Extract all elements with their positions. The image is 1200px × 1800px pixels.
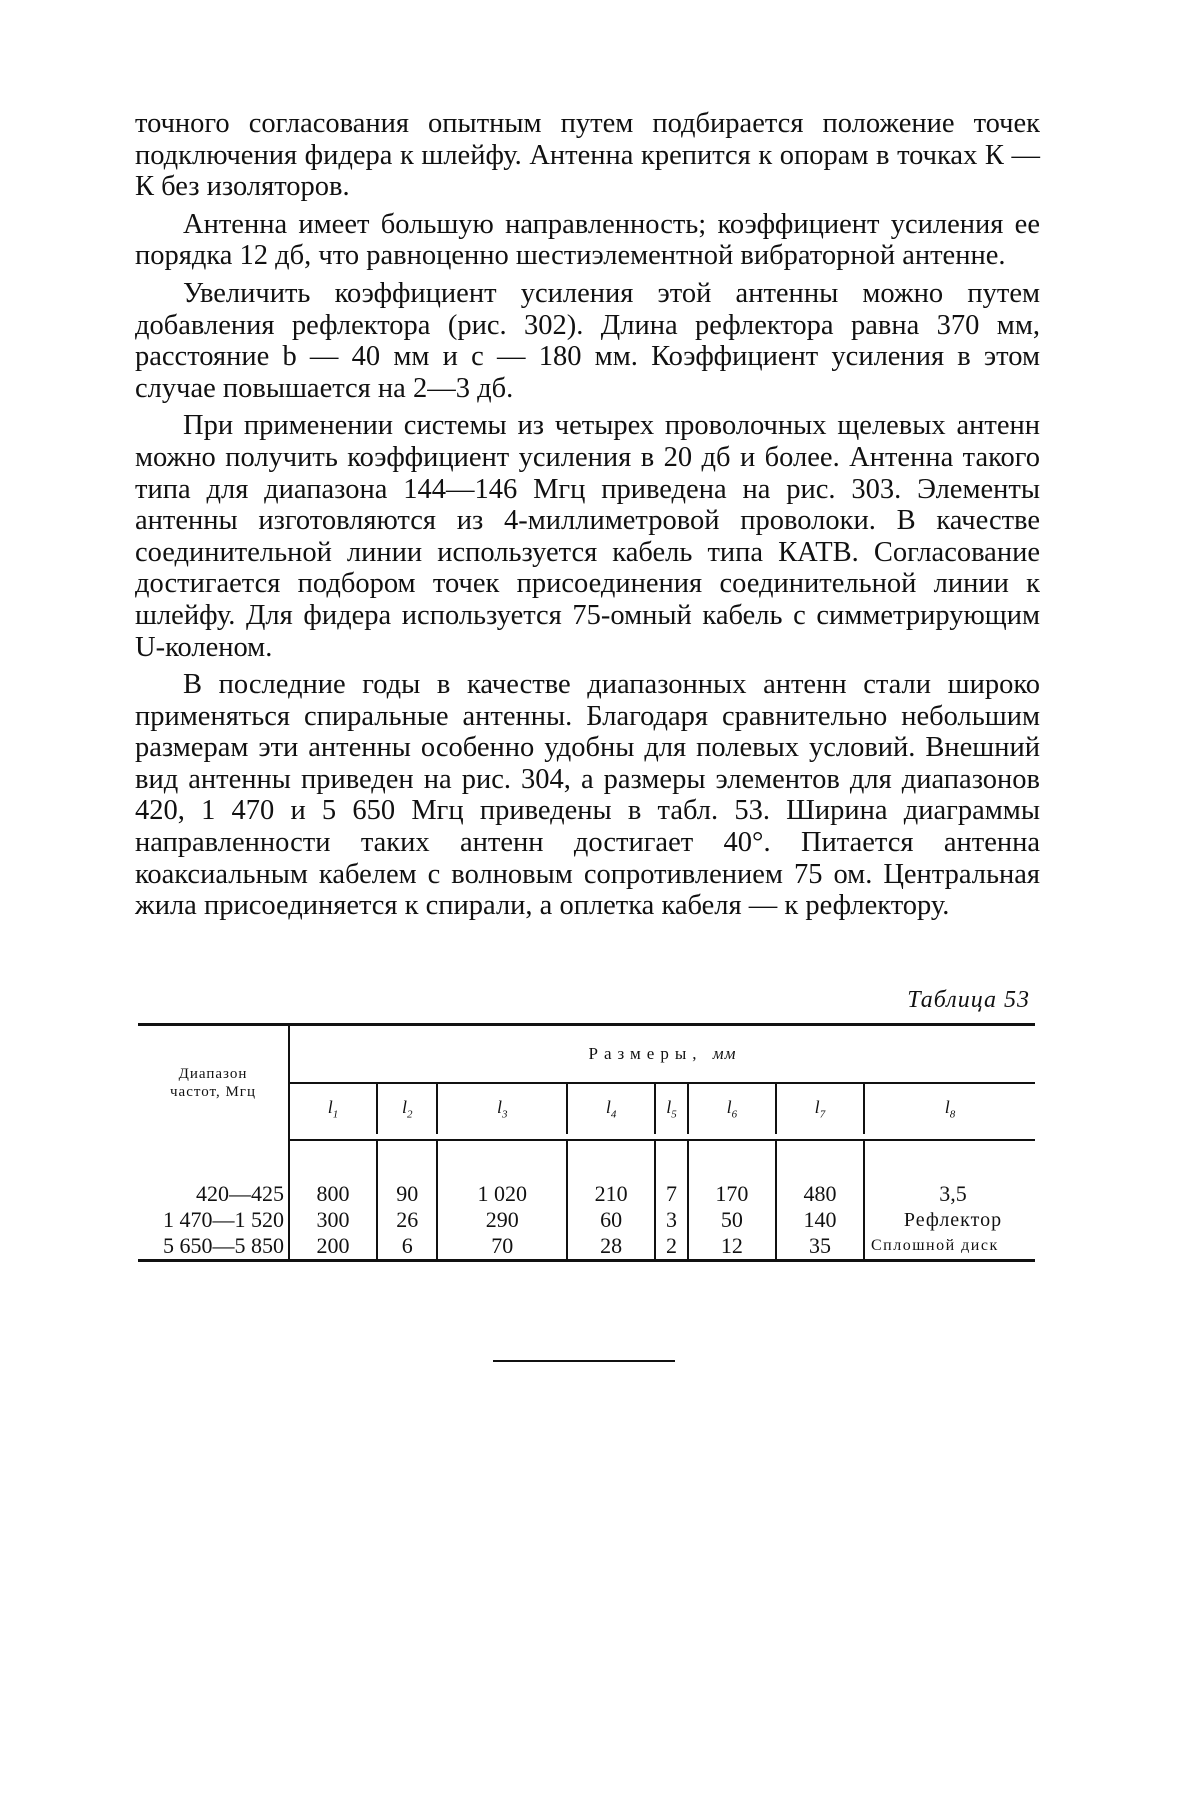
value-cell: 12 xyxy=(688,1233,776,1259)
value-cell: 170 xyxy=(688,1181,776,1207)
range-header-line2: частот, Мгц xyxy=(170,1084,256,1100)
value-cell: 35 xyxy=(776,1233,864,1259)
value-cell: 50 xyxy=(688,1207,776,1233)
value-cell: 210 xyxy=(567,1181,655,1207)
range-cell: 5 650—5 850 xyxy=(138,1233,289,1259)
sizes-unit: мм xyxy=(712,1044,737,1063)
value-cell: 2 xyxy=(655,1233,688,1259)
value-cell: 7 xyxy=(655,1181,688,1207)
value-cell: 6 xyxy=(377,1233,437,1259)
value-cell: Рефлектор xyxy=(864,1207,1035,1233)
value-cell: Сплошной диск xyxy=(864,1233,1035,1259)
value-cell: 28 xyxy=(567,1233,655,1259)
value-cell: 3 xyxy=(655,1207,688,1233)
value-cell: 200 xyxy=(316,1233,350,1258)
column-header-l7: $l_7$ xyxy=(776,1083,864,1134)
column-header-l8: $l_8$ xyxy=(864,1083,1035,1134)
dimensions-table xyxy=(138,1023,1035,1262)
value-cell: 290 xyxy=(437,1207,567,1233)
range-cell: 420—425 xyxy=(138,1181,289,1207)
value-cell: 60 xyxy=(567,1207,655,1233)
paragraph: В последние годы в качестве диапазонных антенн стали широко применяться спиральные антенны. Благодаря сравнительно небольшим размерам эти антенны особенно удобны для полевых условий. Внешний вид антенны приведен на рис. 304, а размеры элементов для диапазонов 420, 1 470 и 5 650 Мгц приведены в табл. 53. Ширина диаграммы направленности таких антенн достигает 40°. Питается антенна коаксиальным кабелем с волновым сопротивлением 75 ом. Центральная жила присоединяется к спирали, а оплетка кабеля — к рефлектору. xyxy=(135,669,1040,922)
paragraph: точного согласования опытным путем подбирается положение точек подключения фидера к шлейфу. Антенна крепится к опорам в точках К — К без изоляторов. xyxy=(135,108,1040,203)
body-text xyxy=(135,108,1040,928)
value-cell: 300 xyxy=(316,1207,350,1232)
table-row xyxy=(138,1207,1035,1233)
column-header-l5: $l_5$ xyxy=(655,1083,688,1134)
table-spacer-row xyxy=(138,1140,1035,1181)
range-header-line1: Диапазон xyxy=(178,1066,248,1082)
value-cell: 140 xyxy=(776,1207,864,1233)
paragraph: Увеличить коэффициент усиления этой антенны можно путем добавления рефлектора (рис. 302). Длина рефлектора равна 370 мм, расстояние b — 40 мм и с — 180 мм. Коэффициент усиления в этом случае повышается на 2—3 дб. xyxy=(135,277,1040,404)
paragraph: При применении системы из четырех проволочных щелевых антенн можно получить коэффициент усиления в 20 дб и более. Антенна такого типа для диапазона 144—146 Мгц приведена на рис. 303. Элементы антенны изготовляются из 4-миллиметровой проволоки. В качестве соединительной линии используется кабель типа КАТВ. Согласование достигается подбором точек присоединения соединительной линии к шлейфу. Для фидера используется 75-омный кабель с симметрирующим U-коленом. xyxy=(135,410,1040,663)
dimensions-table-wrap xyxy=(138,1023,1035,1262)
sizes-header-label: Размеры, xyxy=(588,1044,703,1063)
table-row xyxy=(138,1181,1035,1207)
table-header-row xyxy=(138,1025,1035,1084)
value-cell: 480 xyxy=(776,1181,864,1207)
value-cell: 800 xyxy=(316,1181,350,1206)
table-caption: Таблица 53 xyxy=(907,987,1030,1013)
value-cell: 1 020 xyxy=(437,1181,567,1207)
sizes-group-header xyxy=(289,1025,1035,1084)
column-header-l2: $l_2$ xyxy=(377,1083,437,1134)
column-header-l6: $l_6$ xyxy=(688,1083,776,1134)
table-row xyxy=(138,1233,1035,1259)
column-header-l3: $l_3$ xyxy=(437,1083,567,1134)
value-cell: 90 xyxy=(377,1181,437,1207)
value-cell: 70 xyxy=(437,1233,567,1259)
section-end-rule xyxy=(493,1360,675,1362)
value-cell: 26 xyxy=(377,1207,437,1233)
value-cell: 3,5 xyxy=(864,1181,1035,1207)
table-bottom-rule xyxy=(138,1259,1035,1261)
range-cell: 1 470—1 520 xyxy=(138,1207,289,1233)
column-header-l1: $l_1$ xyxy=(327,1097,339,1121)
range-column-header xyxy=(138,1025,289,1141)
column-header-l4: $l_4$ xyxy=(567,1083,655,1134)
paragraph: Антенна имеет большую направленность; коэффициент усиления ее порядка 12 дб, что равноценно шестиэлементной вибраторной антенне. xyxy=(135,208,1040,272)
